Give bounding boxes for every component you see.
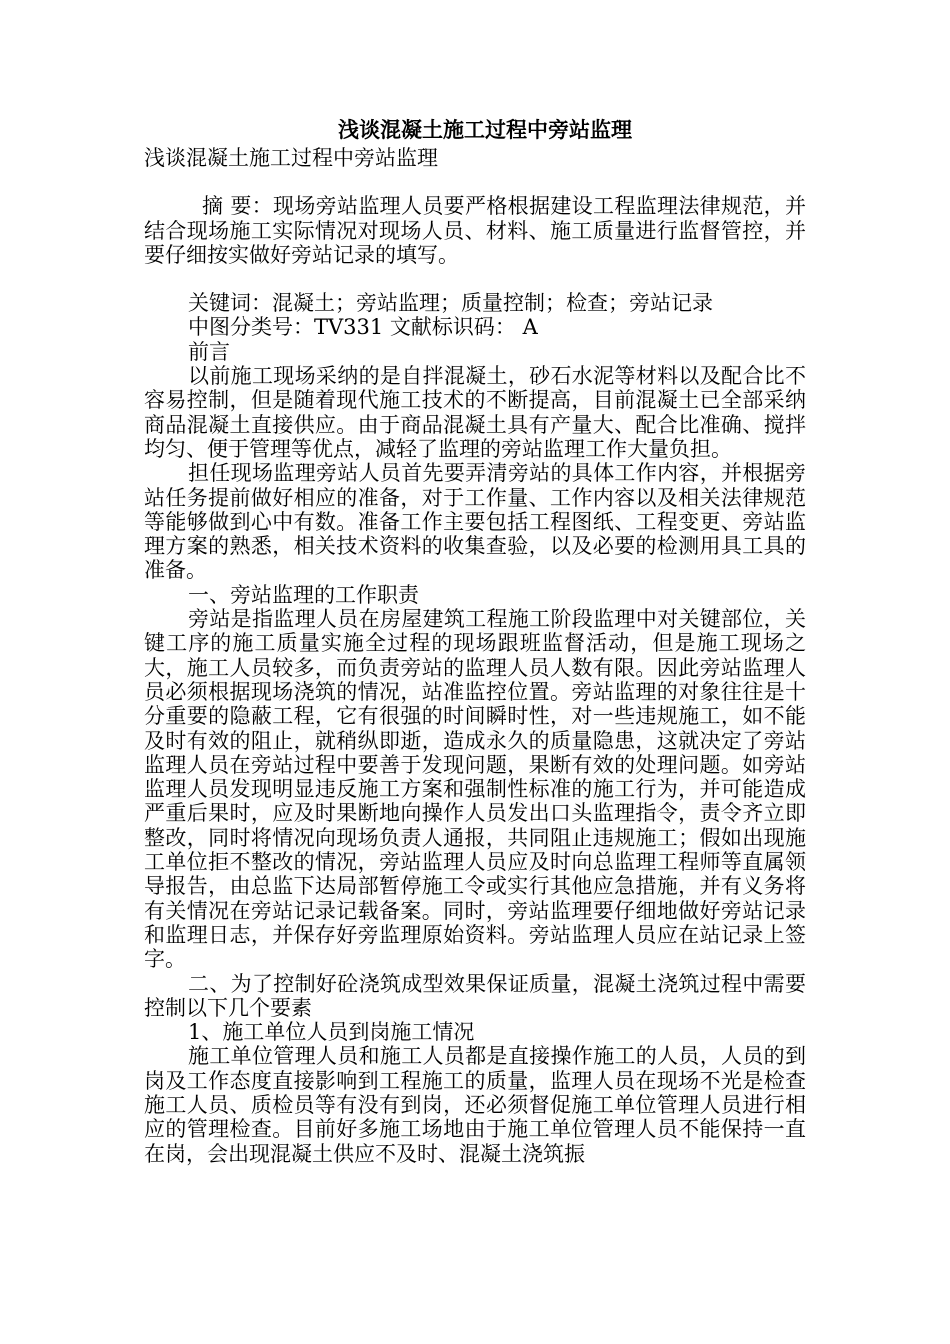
classification-line: 中图分类号：TV331 文献标识码： A [188, 315, 538, 340]
keywords-line: 关键词：混凝土；旁站监理；质量控制；检查；旁站记录 [188, 291, 713, 316]
subsection-heading: 1、施工单位人员到岗施工情况 [188, 1020, 475, 1045]
spacer [144, 267, 806, 291]
document-page [144, 118, 806, 1166]
document-subtitle: 浅谈混凝土施工过程中旁站监理 [144, 146, 438, 170]
spacer [144, 170, 806, 194]
body-paragraph: 以前施工现场采纳的是自拌混凝土，砂石水泥等材料以及配合比不容易控制，但是随着现代施工技术的不断提高，目前混凝土已全部采纳商品混凝土直接供应。由于商品混凝土具有产量大、配合比准确、搅拌均匀、便于管理等优点，减轻了监理的旁站监理工作大量负担。 [144, 364, 806, 461]
preface-heading: 前言 [188, 339, 230, 364]
section-heading: 一、旁站监理的工作职责 [188, 582, 419, 607]
abstract-paragraph: 摘 要：现场旁站监理人员要严格根据建设工程监理法律规范，并结合现场施工实际情况对现场人员、材料、施工质量进行监督管控，并要仔细按实做好旁站记录的填写。 [144, 194, 806, 267]
body-paragraph: 担任现场监理旁站人员首先要弄清旁站的具体工作内容，并根据旁站任务提前做好相应的准备，对于工作量、工作内容以及相关法律规范等能够做到心中有数。准备工作主要包括工程图纸、工程变更、旁站监理方案的熟悉，相关技术资料的收集查验，以及必要的检测用具工具的准备。 [144, 461, 806, 583]
body-paragraph: 旁站是指监理人员在房屋建筑工程施工阶段监理中对关键部位，关键工序的施工质量实施全过程的现场跟班监督活动，但是施工现场之大，施工人员较多，而负责旁站的监理人员人数有限。因此旁站监理人员必须根据现场浇筑的情况，站准监控位置。旁站监理的对象往往是十分重要的隐蔽工程，它有很强的时间瞬时性，对一些违规施工，如不能及时有效的阻止，就稍纵即逝，造成永久的质量隐患，这就决定了旁站监理人员在旁站过程中要善于发现问题，果断有效的处理问题。如旁站监理人员发现明显违反施工方案和强制性标准的施工行为，并可能造成严重后果时，应及时果断地向操作人员发出口头监理指令，责令齐立即整改，同时将情况向现场负责人通报，共同阻止违规施工；假如出现施工单位拒不整改的情况，旁站监理人员应及时向总监理工程师等直属领导报告，由总监下达局部暂停施工令或实行其他应急措施，并有义务将有关情况在旁站记录记载备案。同时，旁站监理要仔细地做好旁站记录和监理日志，并保存好旁监理原始资料。旁站监理人员应在站记录上签字。 [144, 607, 806, 972]
section-heading: 二、为了控制好砼浇筑成型效果保证质量，混凝土浇筑过程中需要控制以下几个要素 [144, 971, 806, 1020]
body-paragraph: 施工单位管理人员和施工人员都是直接操作施工的人员，人员的到岗及工作态度直接影响到工程施工的质量，监理人员在现场不光是检查施工人员、质检员等有没有到岗，还必须督促施工单位管理人员进行相应的管理检查。目前好多施工场地由于施工单位管理人员不能保持一直在岗，会出现混凝土供应不及时、混凝土浇筑振 [144, 1044, 806, 1166]
document-title: 浅谈混凝土施工过程中旁站监理 [338, 117, 632, 142]
